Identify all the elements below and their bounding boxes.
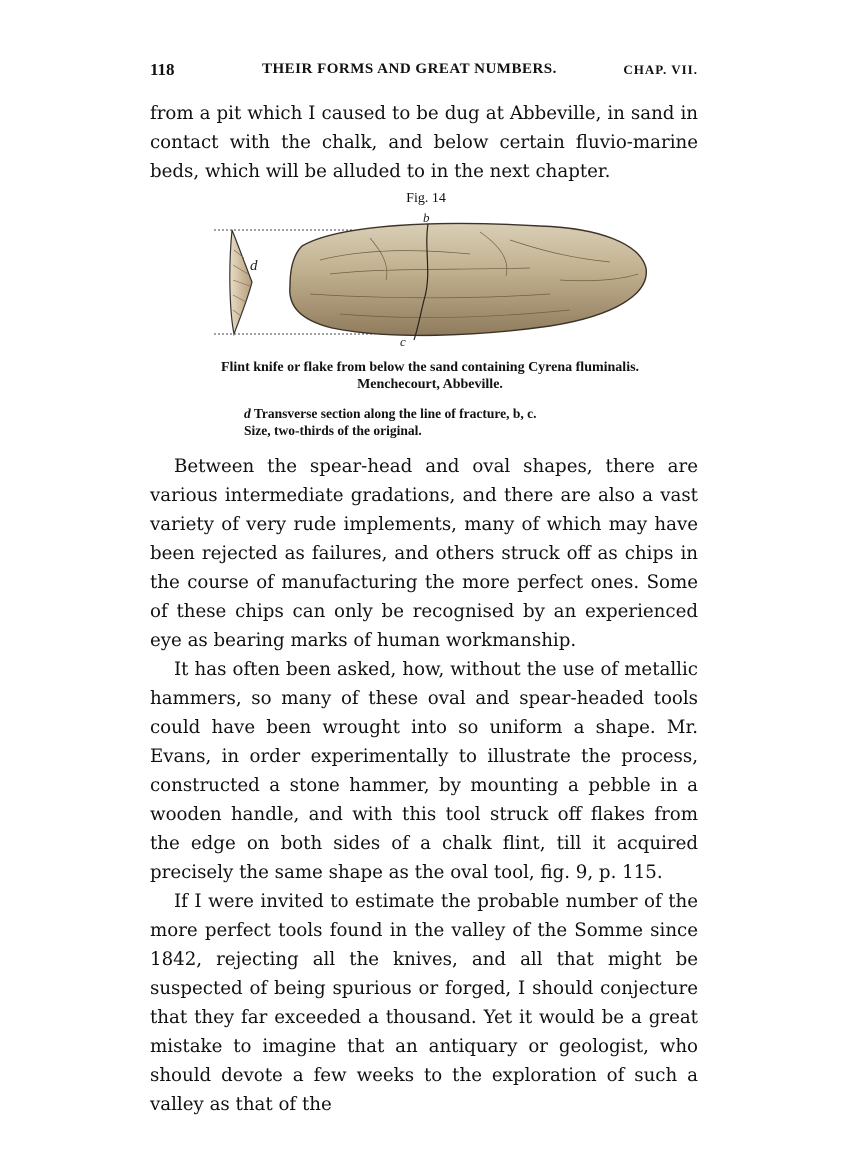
chapter-label: CHAP. VII. — [623, 62, 698, 77]
paragraph-gradations: Between the spear-head and oval shapes, there are various intermediate gradations, and there are also a vast variety of very rude implements, many of which may have been rejected as failures, and others struck off as chips in the course of manufacturing the more perfect ones. Some of these chips can only be recognised by an experienced eye as bearing marks of human workmanship. — [150, 456, 698, 651]
page-number: 118 — [150, 60, 175, 79]
figure-label: Fig. 14 — [406, 191, 446, 206]
figure-letter-b: b — [423, 210, 430, 225]
caption-line-1: Flint knife or flake from below the sand containing Cyrena fluminalis. — [220, 360, 640, 375]
figure-letter-c: c — [400, 334, 406, 348]
paragraph-estimate: If I were invited to estimate the probable number of the more perfect tools found in the valley of the Somme since 1842, rejecting all the knives, and all that might be suspected of being spurious or forged, I should conjecture that they far exceeded a thousand. Yet it would be a great mistake to imagine that an antiquary or geologist, who should devote a few weeks to the exploration of such a valley as that of the — [150, 891, 698, 1115]
running-header — [150, 60, 698, 82]
running-title: THEIR FORMS AND GREAT NUMBERS. — [262, 61, 557, 77]
caption-detail-line-1: d Transverse section along the line of fracture, b, c. — [244, 406, 537, 421]
flint-body-shape — [290, 223, 647, 335]
figure-caption-detail — [244, 405, 684, 439]
caption-line-2: Menchecourt, Abbeville. — [357, 377, 503, 392]
caption-detail-line-2: Size, two-thirds of the original. — [244, 423, 422, 438]
intro-text-block — [150, 99, 698, 186]
paragraph-hammers: It has often been asked, how, without the use of metallic hammers, so many of these oval and spear-headed tools could have been wrought into so uniform a shape. Mr. Evans, in order experimentally to illustrate the process, constructed a stone hammer, by mounting a pebble in a wooden handle, and with this tool struck off flakes from the edge on both sides of a chalk flint, till it acquired precisely the same shape as the oval tool, fig. 9, p. 115. — [150, 659, 698, 883]
detail-letter: d — [244, 406, 251, 421]
figure-caption — [170, 359, 690, 393]
intro-paragraph: from a pit which I caused to be dug at Abbeville, in sand in contact with the chalk, and below certain fluvio-marine beds, which will be alluded to in the next chapter. — [150, 103, 698, 182]
flint-knife-illustration — [210, 210, 660, 348]
figure-letter-d: d — [250, 258, 258, 274]
transverse-section-shape — [230, 230, 252, 334]
body-text — [150, 452, 698, 1119]
